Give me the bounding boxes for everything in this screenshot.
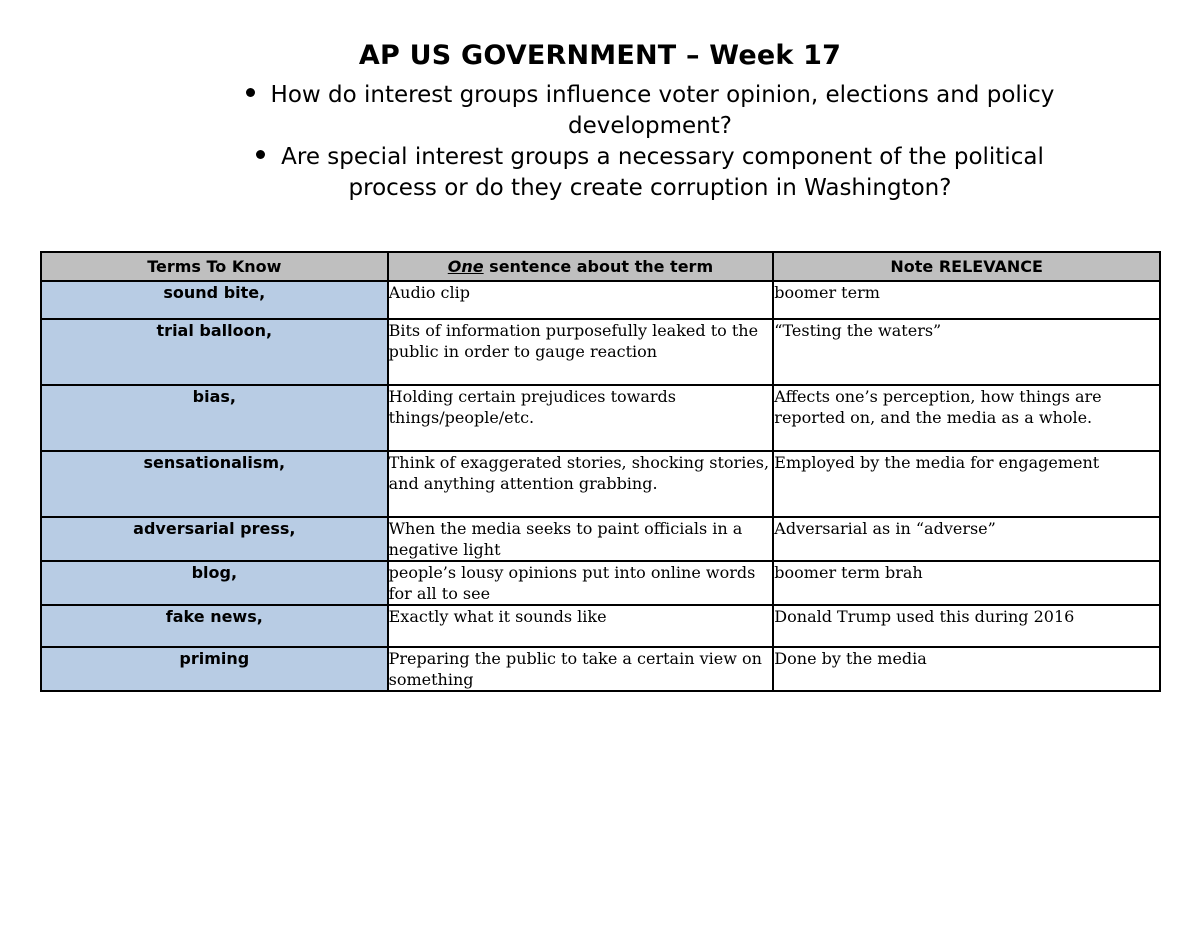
table-header-row xyxy=(41,252,1160,281)
page-title: AP US GOVERNMENT – Week 17 xyxy=(358,40,842,71)
table-row xyxy=(41,281,1160,319)
table-row xyxy=(41,319,1160,385)
table-row xyxy=(41,517,1160,561)
relevance-cell: Done by the media xyxy=(773,647,1160,691)
sentence-cell: Think of exaggerated stories, shocking stories, and anything attention grabbing. xyxy=(388,451,774,517)
sentence-cell: Exactly what it sounds like xyxy=(388,605,774,647)
bullet-icon xyxy=(246,88,255,97)
term-cell: trial balloon, xyxy=(41,319,388,385)
table-row xyxy=(41,561,1160,605)
table-row xyxy=(41,647,1160,691)
header-sentence xyxy=(388,252,774,281)
relevance-cell: Affects one’s perception, how things are reported on, and the media as a whole. xyxy=(773,385,1160,451)
essential-questions xyxy=(220,80,1080,204)
sentence-cell: When the media seeks to paint officials in a negative light xyxy=(388,517,774,561)
header-terms: Terms To Know xyxy=(41,252,388,281)
term-cell: sound bite, xyxy=(41,281,388,319)
question-text: Are special interest groups a necessary component of the political process or do they create corruption in Washington? xyxy=(281,144,1044,201)
terms-table xyxy=(40,251,1161,692)
sentence-cell: Audio clip xyxy=(388,281,774,319)
relevance-cell: Donald Trump used this during 2016 xyxy=(773,605,1160,647)
term-cell: bias, xyxy=(41,385,388,451)
bullet-icon xyxy=(256,150,265,159)
relevance-cell: Adversarial as in “adverse” xyxy=(773,517,1160,561)
table-row xyxy=(41,605,1160,647)
header-sentence-rest: sentence about the term xyxy=(483,257,714,276)
relevance-cell: “Testing the waters” xyxy=(773,319,1160,385)
relevance-cell: boomer term brah xyxy=(773,561,1160,605)
header-relevance: Note RELEVANCE xyxy=(773,252,1160,281)
question-item xyxy=(220,142,1080,204)
relevance-cell: Employed by the media for engagement xyxy=(773,451,1160,517)
table-row xyxy=(41,385,1160,451)
sentence-cell: Preparing the public to take a certain view on something xyxy=(388,647,774,691)
term-cell: sensationalism, xyxy=(41,451,388,517)
question-item xyxy=(220,80,1080,142)
header-sentence-emphasis: One xyxy=(447,257,484,276)
term-cell: adversarial press, xyxy=(41,517,388,561)
sentence-cell: Holding certain prejudices towards things/people/etc. xyxy=(388,385,774,451)
term-cell: fake news, xyxy=(41,605,388,647)
question-text: How do interest groups influence voter opinion, elections and policy development? xyxy=(270,82,1055,139)
sentence-cell: people’s lousy opinions put into online words for all to see xyxy=(388,561,774,605)
sentence-cell: Bits of information purposefully leaked to the public in order to gauge reaction xyxy=(388,319,774,385)
term-cell: blog, xyxy=(41,561,388,605)
term-cell: priming xyxy=(41,647,388,691)
table-row xyxy=(41,451,1160,517)
relevance-cell: boomer term xyxy=(773,281,1160,319)
